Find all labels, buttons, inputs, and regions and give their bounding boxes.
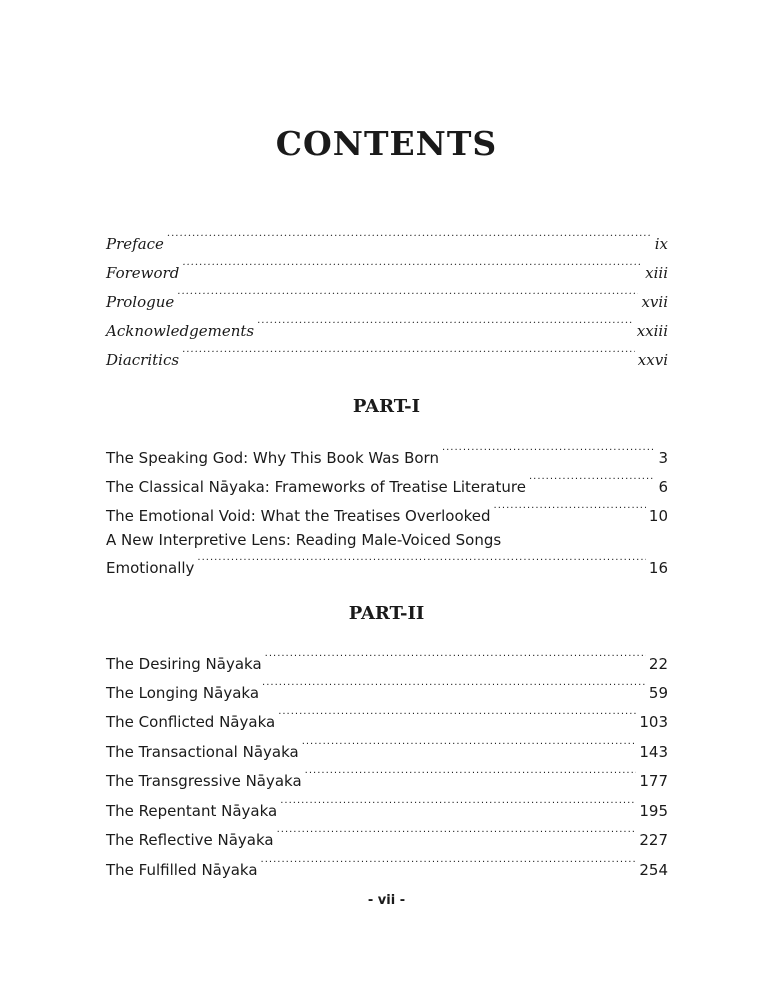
dot-leader (167, 227, 652, 249)
toc-entry[interactable] (106, 470, 668, 498)
toc-entry-label: The Desiring Nāyaka (106, 655, 262, 673)
toc-entry-foreword[interactable] (106, 256, 668, 284)
toc-entry-prologue[interactable] (106, 285, 668, 313)
toc-entry-label-line1: A New Interpretive Lens: Reading Male-Voiced Songs (106, 531, 502, 549)
toc-entry[interactable] (106, 647, 668, 675)
toc-entry-label: The Fulfilled Nāyaka (106, 861, 258, 879)
dot-leader (197, 551, 646, 573)
toc-entry[interactable] (106, 823, 668, 851)
toc-page-number: xiii (645, 264, 668, 282)
toc-entry-label: Diacritics (106, 351, 180, 369)
toc-entry-label: Foreword (106, 264, 180, 282)
toc-page-number: xxiii (636, 322, 668, 340)
dot-leader (265, 647, 646, 669)
toc-entry-label: The Transgressive Nāyaka (106, 772, 302, 790)
toc-entry-label: The Longing Nāyaka (106, 684, 260, 702)
toc-entry[interactable] (106, 676, 668, 704)
dot-leader (305, 764, 637, 786)
toc-entry[interactable] (106, 794, 668, 822)
part-one-heading: PART-I (352, 396, 421, 417)
toc-entry-label: Preface (106, 235, 164, 253)
dot-leader (529, 470, 655, 492)
toc-page-number: 10 (648, 507, 668, 525)
toc-entry[interactable] (106, 499, 668, 527)
toc-page-number: 59 (648, 684, 668, 702)
toc-entry-multiline[interactable] (106, 529, 668, 579)
toc-entry-preface[interactable] (106, 227, 668, 255)
toc-entry[interactable] (106, 705, 668, 733)
toc-page-number: 195 (639, 802, 668, 820)
toc-entry-label: The Conflicted Nāyaka (106, 713, 276, 731)
toc-page-number: 143 (639, 743, 668, 761)
dot-leader (262, 676, 646, 698)
toc-entry[interactable] (106, 441, 668, 469)
toc-entry[interactable] (106, 764, 668, 792)
toc-page-number: 227 (639, 831, 668, 849)
dot-leader (257, 314, 634, 336)
toc-entry-label: The Classical Nāyaka: Frameworks of Treatise Literature (106, 478, 526, 496)
dot-leader (302, 735, 637, 757)
toc-entry-label: The Emotional Void: What the Treatises Overlooked (106, 507, 491, 525)
toc-entry-label-line2: Emotionally (106, 559, 195, 577)
page-title: CONTENTS (275, 124, 498, 163)
dot-leader (278, 705, 636, 727)
part-two-heading: PART-II (348, 603, 425, 624)
dot-leader (261, 853, 637, 875)
toc-page-number: ix (654, 235, 668, 253)
toc-entry-acknowledgements[interactable] (106, 314, 668, 342)
dot-leader (182, 256, 642, 278)
dot-leader (277, 823, 637, 845)
toc-entry-row2 (106, 551, 668, 579)
dot-leader (177, 285, 638, 307)
dot-leader (494, 499, 646, 521)
toc-page-number: 177 (639, 772, 668, 790)
toc-entry-label: The Repentant Nāyaka (106, 802, 278, 820)
toc-page-number: xvii (641, 293, 668, 311)
toc-entry[interactable] (106, 735, 668, 763)
toc-entry-label: The Speaking God: Why This Book Was Born (106, 449, 439, 467)
toc-page-number: 103 (639, 713, 668, 731)
toc-page-number: 254 (639, 861, 668, 879)
toc-entry-label: Acknowledgements (106, 322, 255, 340)
dot-leader (280, 794, 636, 816)
toc-page-number: 3 (658, 449, 668, 467)
toc-entry-label: The Reflective Nāyaka (106, 831, 274, 849)
toc-page-number: xxvi (637, 351, 668, 369)
toc-page-number: 22 (648, 655, 668, 673)
toc-page-number: 6 (658, 478, 668, 496)
toc-entry-label: Prologue (106, 293, 175, 311)
toc-entry-label: The Transactional Nāyaka (106, 743, 299, 761)
page-folio: - vii - (367, 893, 406, 908)
toc-page-number: 16 (648, 559, 668, 577)
toc-entry[interactable] (106, 853, 668, 881)
dot-leader (442, 441, 656, 463)
dot-leader (182, 343, 635, 365)
toc-entry-diacritics[interactable] (106, 343, 668, 371)
